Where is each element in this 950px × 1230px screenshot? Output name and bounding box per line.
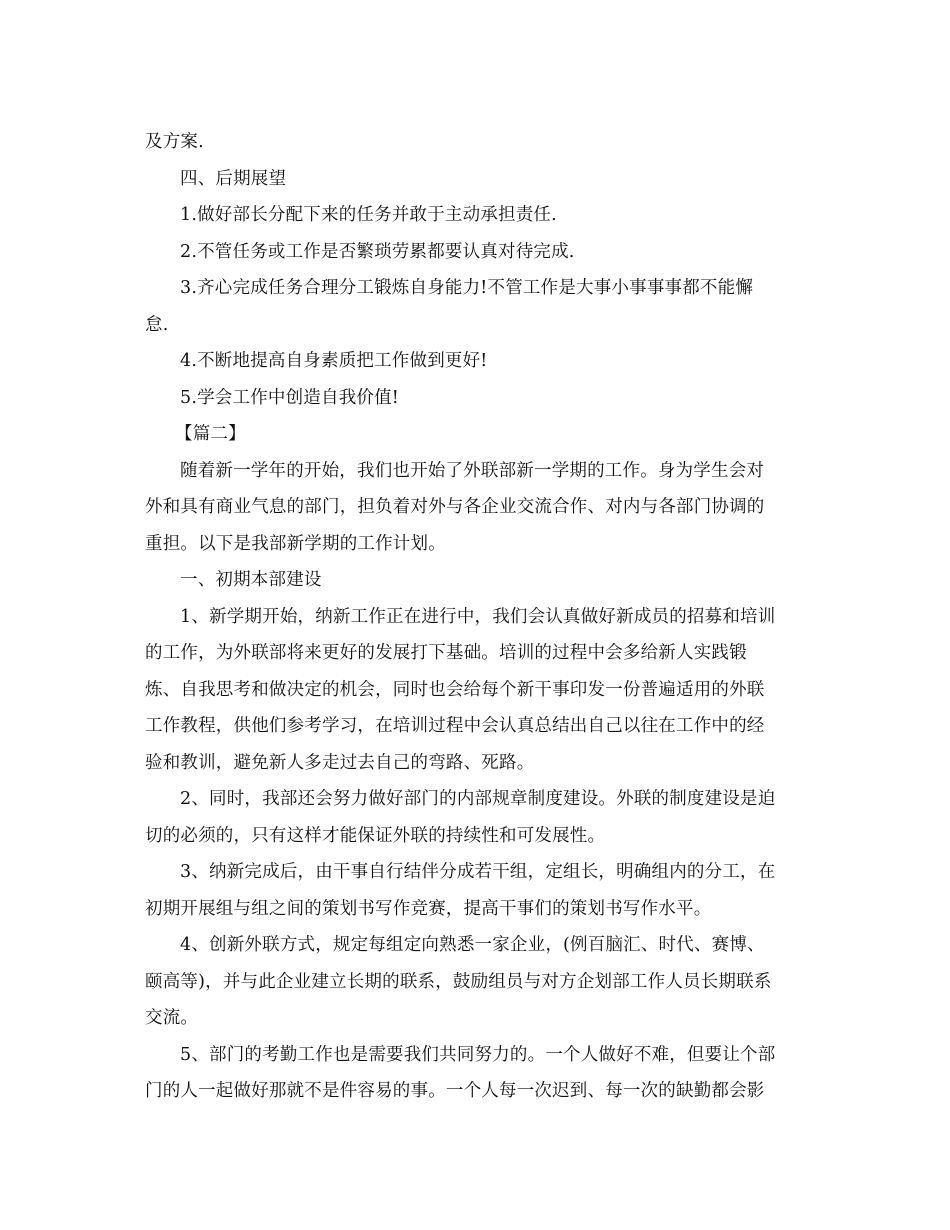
paragraph-line: 初期开展组与组之间的策划书写作竞赛，提高干事们的策划书写作水平。	[145, 898, 712, 919]
list-item: 2.不管任务或工作是否繁琐劳累都要认真对待完成.	[180, 241, 575, 262]
paragraph-line: 的工作，为外联部将来更好的发展打下基础。培训的过程中会多给新人实践锻	[145, 643, 747, 663]
paragraph-line: 炼、自我思考和做决定的机会，同时也会给每个新干事印发一份普遍适用的外联	[145, 679, 765, 700]
list-item: 5.学会工作中创造自我价值!	[180, 387, 400, 408]
paragraph-line: 3、纳新完成后，由干事自行结伴分成若干组，定组长，明确组内的分工，在	[180, 862, 776, 882]
paragraph-line: 5、部门的考勤工作也是需要我们共同努力的。一个人做好不难，但要让个部	[180, 1044, 776, 1065]
paragraph-line: 工作教程，供他们参考学习，在培训过程中会认真总结出自己以往在工作中的经	[145, 716, 765, 736]
list-item: 4.不断地提高自身素质把工作做到更好!	[180, 351, 488, 371]
paragraph-line: 重担。以下是我部新学期的工作计划。	[145, 533, 446, 554]
paragraph-line: 验和教训，避免新人多走过去自己的弯路、死路。	[145, 752, 535, 773]
paragraph-line: 1、新学期开始，纳新工作正在进行中，我们会认真做好新成员的招募和培训	[180, 606, 776, 627]
list-item: 1.做好部长分配下来的任务并敢于主动承担责任.	[180, 205, 557, 225]
paragraph-line: 交流。	[145, 1008, 199, 1028]
paragraph-line: 颐高等)，并与此企业建立长期的联系，鼓励组员与对方企划部工作人员长期联系	[145, 971, 772, 992]
text-line: 怠.	[145, 314, 169, 335]
paragraph-line: 外和具有商业气息的部门，担负着对外与各企业交流合作、对内与各部门协调的	[145, 497, 765, 517]
document-body	[145, 124, 810, 1110]
paragraph-line: 切的必须的，只有这样才能保证外联的持续性和可发展性。	[145, 825, 606, 846]
paragraph-line: 随着新一学年的开始，我们也开始了外联部新一学期的工作。身为学生会对	[180, 460, 765, 481]
chapter-heading: 【篇二】	[175, 424, 246, 444]
paragraph-line: 门的人一起做好那就不是件容易的事。一个人每一次迟到、每一次的缺勤都会影	[145, 1081, 765, 1101]
text-line: 及方案.	[145, 132, 204, 152]
paragraph-line: 2、同时，我部还会努力做好部门的内部规章制度建设。外联的制度建设是迫	[180, 789, 776, 809]
paragraph-line: 4、创新外联方式，规定每组定向熟悉一家企业，(例百脑汇、时代、赛博、	[180, 935, 765, 955]
section-heading: 一、初期本部建设	[180, 570, 322, 590]
list-item: 3.齐心完成任务合理分工锻炼自身能力!不管工作是大事小事事事都不能懈	[180, 278, 754, 298]
section-heading: 四、后期展望	[180, 168, 287, 189]
